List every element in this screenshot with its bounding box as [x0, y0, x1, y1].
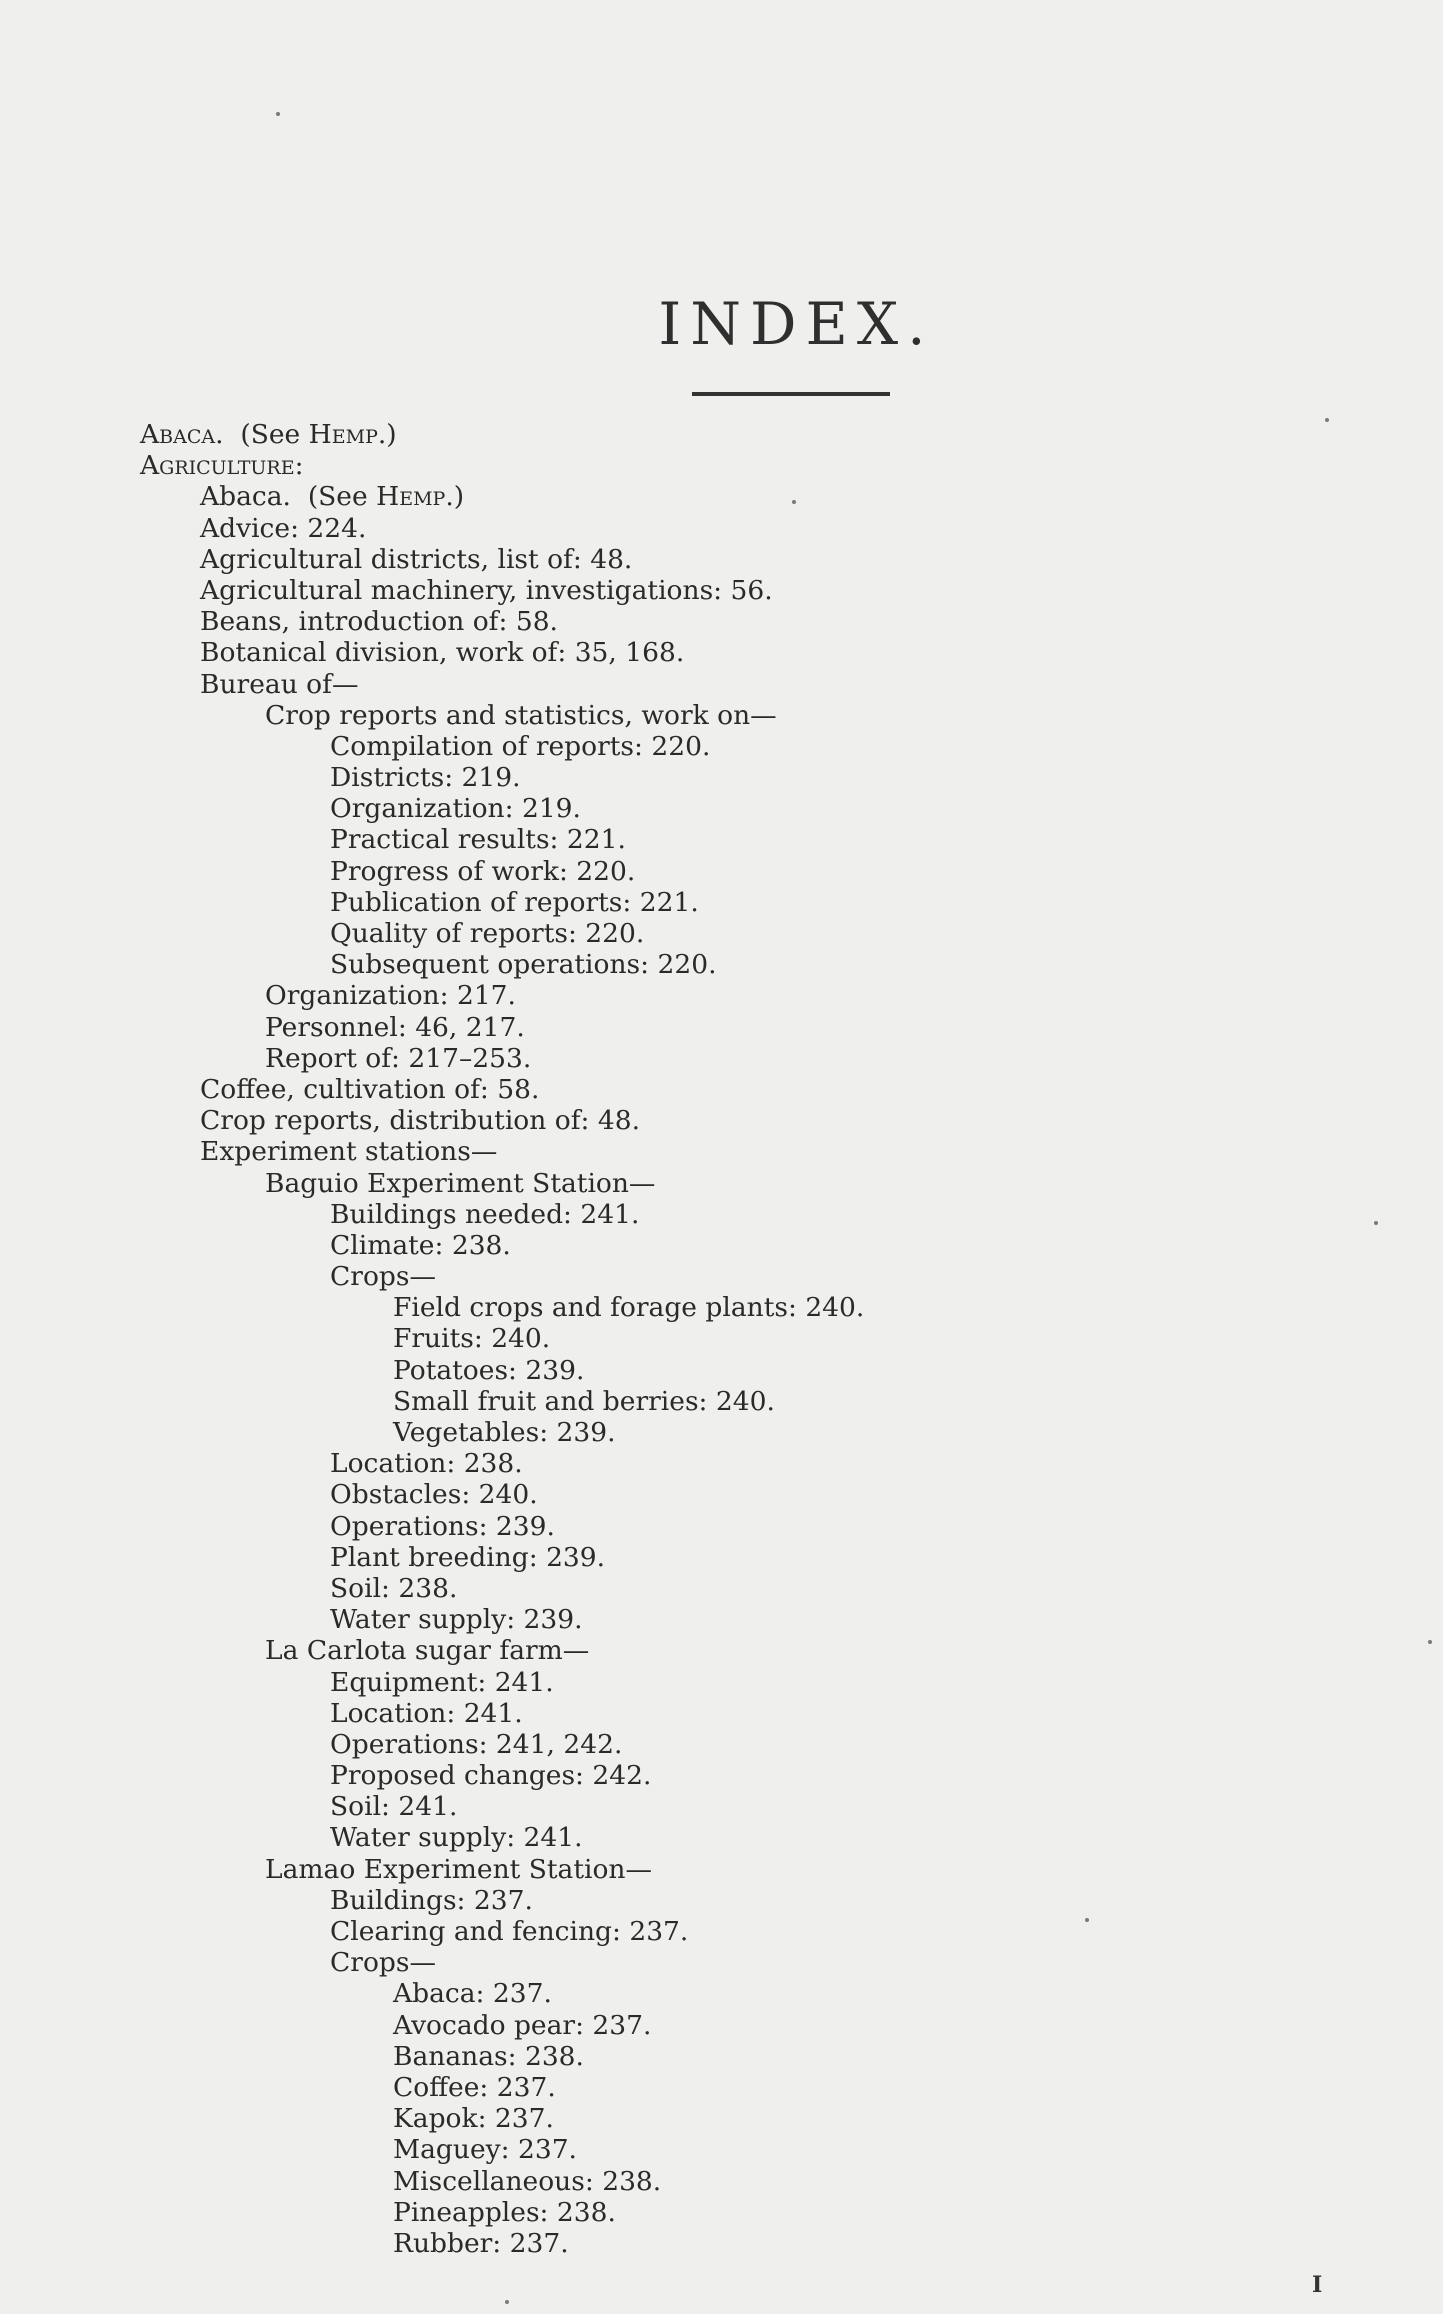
index-entry-text: Water supply: 239. [330, 1604, 583, 1636]
index-entry-text: Plant breeding: 239. [330, 1541, 606, 1573]
index-entry [140, 575, 864, 606]
index-entry-text: Practical results: 221. [330, 824, 626, 856]
index-entry [140, 1448, 864, 1479]
index-entry [140, 2228, 864, 2259]
index-entry [140, 2166, 864, 2197]
index-entry [140, 1043, 864, 1074]
index-entry-term: Abaca. [140, 419, 224, 450]
index-entry-text: Field crops and forage plants: 240. [393, 1292, 865, 1324]
index-entry-text: Coffee, cultivation of: 58. [200, 1073, 540, 1105]
index-entry [140, 2072, 864, 2103]
index-entry-text: Equipment: 241. [330, 1666, 554, 1698]
scan-speck [505, 2300, 509, 2304]
index-entry [140, 1105, 864, 1136]
index-entry [140, 1667, 864, 1698]
index-entry [140, 481, 864, 512]
index-entry-text: Organization: 217. [265, 980, 516, 1012]
index-entry [140, 2197, 864, 2228]
index-entry-text: Crops— [330, 1947, 436, 1979]
index-entry [140, 1292, 864, 1323]
index-entry-text: Miscellaneous: 238. [393, 2165, 662, 2197]
index-entry-rest: : [294, 450, 304, 482]
index-entry [140, 669, 864, 700]
index-entry [140, 1012, 864, 1043]
index-entry-text: Compilation of reports: 220. [330, 730, 711, 762]
index-entry-text: Buildings: 237. [330, 1884, 533, 1916]
index-entry [140, 887, 864, 918]
index-entry [140, 1978, 864, 2009]
index-entry-text: Crops— [330, 1261, 436, 1293]
index-entry-text: Agricultural machinery, investigations: 56. [200, 574, 773, 606]
index-entry-text: Lamao Experiment Station— [265, 1853, 652, 1885]
index-entry-tail: .) [445, 481, 465, 513]
index-entry-text: Experiment stations— [200, 1136, 498, 1168]
index-entry-text: Proposed changes: 242. [330, 1760, 652, 1792]
index-entry [140, 949, 864, 980]
index-list [140, 419, 864, 2259]
index-entry [140, 1760, 864, 1791]
index-entry-text: Districts: 219. [330, 762, 521, 794]
index-entry-text: Bananas: 238. [393, 2040, 584, 2072]
index-entry-text: Personnel: 46, 217. [265, 1011, 525, 1043]
scan-speck [1085, 1918, 1089, 1922]
index-entry [140, 637, 864, 668]
index-entry-text: Potatoes: 239. [393, 1354, 585, 1386]
index-entry-crossref: Hemp [308, 419, 378, 450]
index-entry [140, 856, 864, 887]
index-entry-text: Location: 241. [330, 1697, 523, 1729]
index-entry [140, 1168, 864, 1199]
index-entry-term: Abaca. [200, 481, 291, 513]
index-entry [140, 544, 864, 575]
index-entry-text: Advice: 224. [200, 512, 367, 544]
index-entry [140, 1635, 864, 1666]
index-entry-text: Fruits: 240. [393, 1323, 551, 1355]
index-entry-text: Soil: 238. [330, 1572, 458, 1604]
index-entry-text: Avocado pear: 237. [393, 2009, 652, 2041]
index-entry-text: Vegetables: 239. [393, 1417, 616, 1448]
index-entry-text: La Carlota sugar farm— [265, 1635, 590, 1667]
index-entry [140, 1386, 864, 1417]
index-entry-text: Botanical division, work of: 35, 168. [200, 637, 685, 669]
index-entry-crossref: Hemp [376, 481, 446, 513]
index-entry [140, 1947, 864, 1978]
index-entry [140, 1230, 864, 1261]
scan-speck [792, 500, 796, 504]
index-entry-text: Organization: 219. [330, 793, 581, 825]
index-entry-text: Water supply: 241. [330, 1822, 583, 1854]
index-entry [140, 450, 864, 481]
scan-speck [1374, 1221, 1378, 1225]
index-entry [140, 1698, 864, 1729]
index-entry-rest: (See [290, 481, 377, 513]
index-entry [140, 1885, 864, 1916]
page-title: INDEX. [658, 290, 935, 358]
index-entry [140, 1261, 864, 1292]
index-entry [140, 2041, 864, 2072]
index-entry [140, 2134, 864, 2165]
index-entry [140, 1136, 864, 1167]
index-entry-text: Kapok: 237. [393, 2103, 554, 2135]
scan-speck [1325, 418, 1329, 422]
index-entry [140, 419, 864, 450]
index-entry [140, 1199, 864, 1230]
index-entry-text: Quality of reports: 220. [330, 918, 645, 949]
index-entry-text: Bureau of— [200, 668, 359, 700]
title-rule [692, 392, 890, 396]
index-entry [140, 1729, 864, 1760]
index-entry [140, 1573, 864, 1604]
index-entry [140, 1417, 864, 1448]
index-entry [140, 824, 864, 855]
index-entry [140, 1604, 864, 1635]
index-entry-text: Operations: 241, 242. [330, 1728, 623, 1760]
index-entry [140, 918, 864, 949]
index-entry [140, 513, 864, 544]
index-entry [140, 1323, 864, 1354]
index-entry [140, 606, 864, 637]
index-entry [140, 1822, 864, 1853]
index-entry [140, 700, 864, 731]
index-entry-term: Agriculture [140, 450, 295, 482]
index-entry [140, 1511, 864, 1542]
index-entry [140, 1479, 864, 1510]
index-entry-text: Crop reports and statistics, work on— [265, 699, 777, 731]
index-entry [140, 1854, 864, 1885]
index-entry-text: Progress of work: 220. [330, 855, 636, 887]
index-entry-text: Coffee: 237. [393, 2071, 556, 2103]
index-entry-text: Beans, introduction of: 58. [200, 606, 558, 638]
index-entry-text: Small fruit and berries: 240. [393, 1385, 775, 1417]
index-entry [140, 1074, 864, 1105]
index-entry-text: Subsequent operations: 220. [330, 949, 717, 981]
index-entry [140, 1542, 864, 1573]
index-entry-text: Publication of reports: 221. [330, 886, 699, 918]
scan-speck [276, 112, 280, 116]
signature-mark: I [1312, 2272, 1323, 2298]
index-entry-text: Pineapples: 238. [393, 2196, 616, 2228]
index-entry-text: Maguey: 237. [393, 2134, 577, 2166]
index-entry [140, 2010, 864, 2041]
index-entry-text: Baguio Experiment Station— [265, 1167, 656, 1199]
index-entry [140, 980, 864, 1011]
index-entry-text: Agricultural districts, list of: 48. [200, 543, 633, 575]
index-entry-text: Clearing and fencing: 237. [330, 1916, 689, 1947]
index-entry-tail: .) [377, 419, 397, 450]
index-entry-text: Report of: 217–253. [265, 1042, 532, 1074]
index-entry-text: Location: 238. [330, 1448, 523, 1480]
index-entry-text: Crop reports, distribution of: 48. [200, 1105, 641, 1137]
index-entry-text: Climate: 238. [330, 1229, 511, 1261]
index-entry-text: Obstacles: 240. [330, 1479, 538, 1511]
index-entry [140, 1355, 864, 1386]
index-entry [140, 2103, 864, 2134]
index-entry-text: Operations: 239. [330, 1510, 555, 1542]
index-entry-text: Rubber: 237. [393, 2227, 569, 2259]
index-entry-text: Buildings needed: 241. [330, 1198, 640, 1230]
index-entry [140, 793, 864, 824]
index-entry [140, 762, 864, 793]
index-entry [140, 731, 864, 762]
index-entry-rest: (See [223, 419, 309, 450]
index-entry-text: Abaca: 237. [393, 1978, 552, 2010]
index-entry [140, 1791, 864, 1822]
index-entry [140, 1916, 864, 1947]
scan-speck [1428, 1640, 1432, 1644]
index-entry-text: Soil: 241. [330, 1791, 458, 1823]
